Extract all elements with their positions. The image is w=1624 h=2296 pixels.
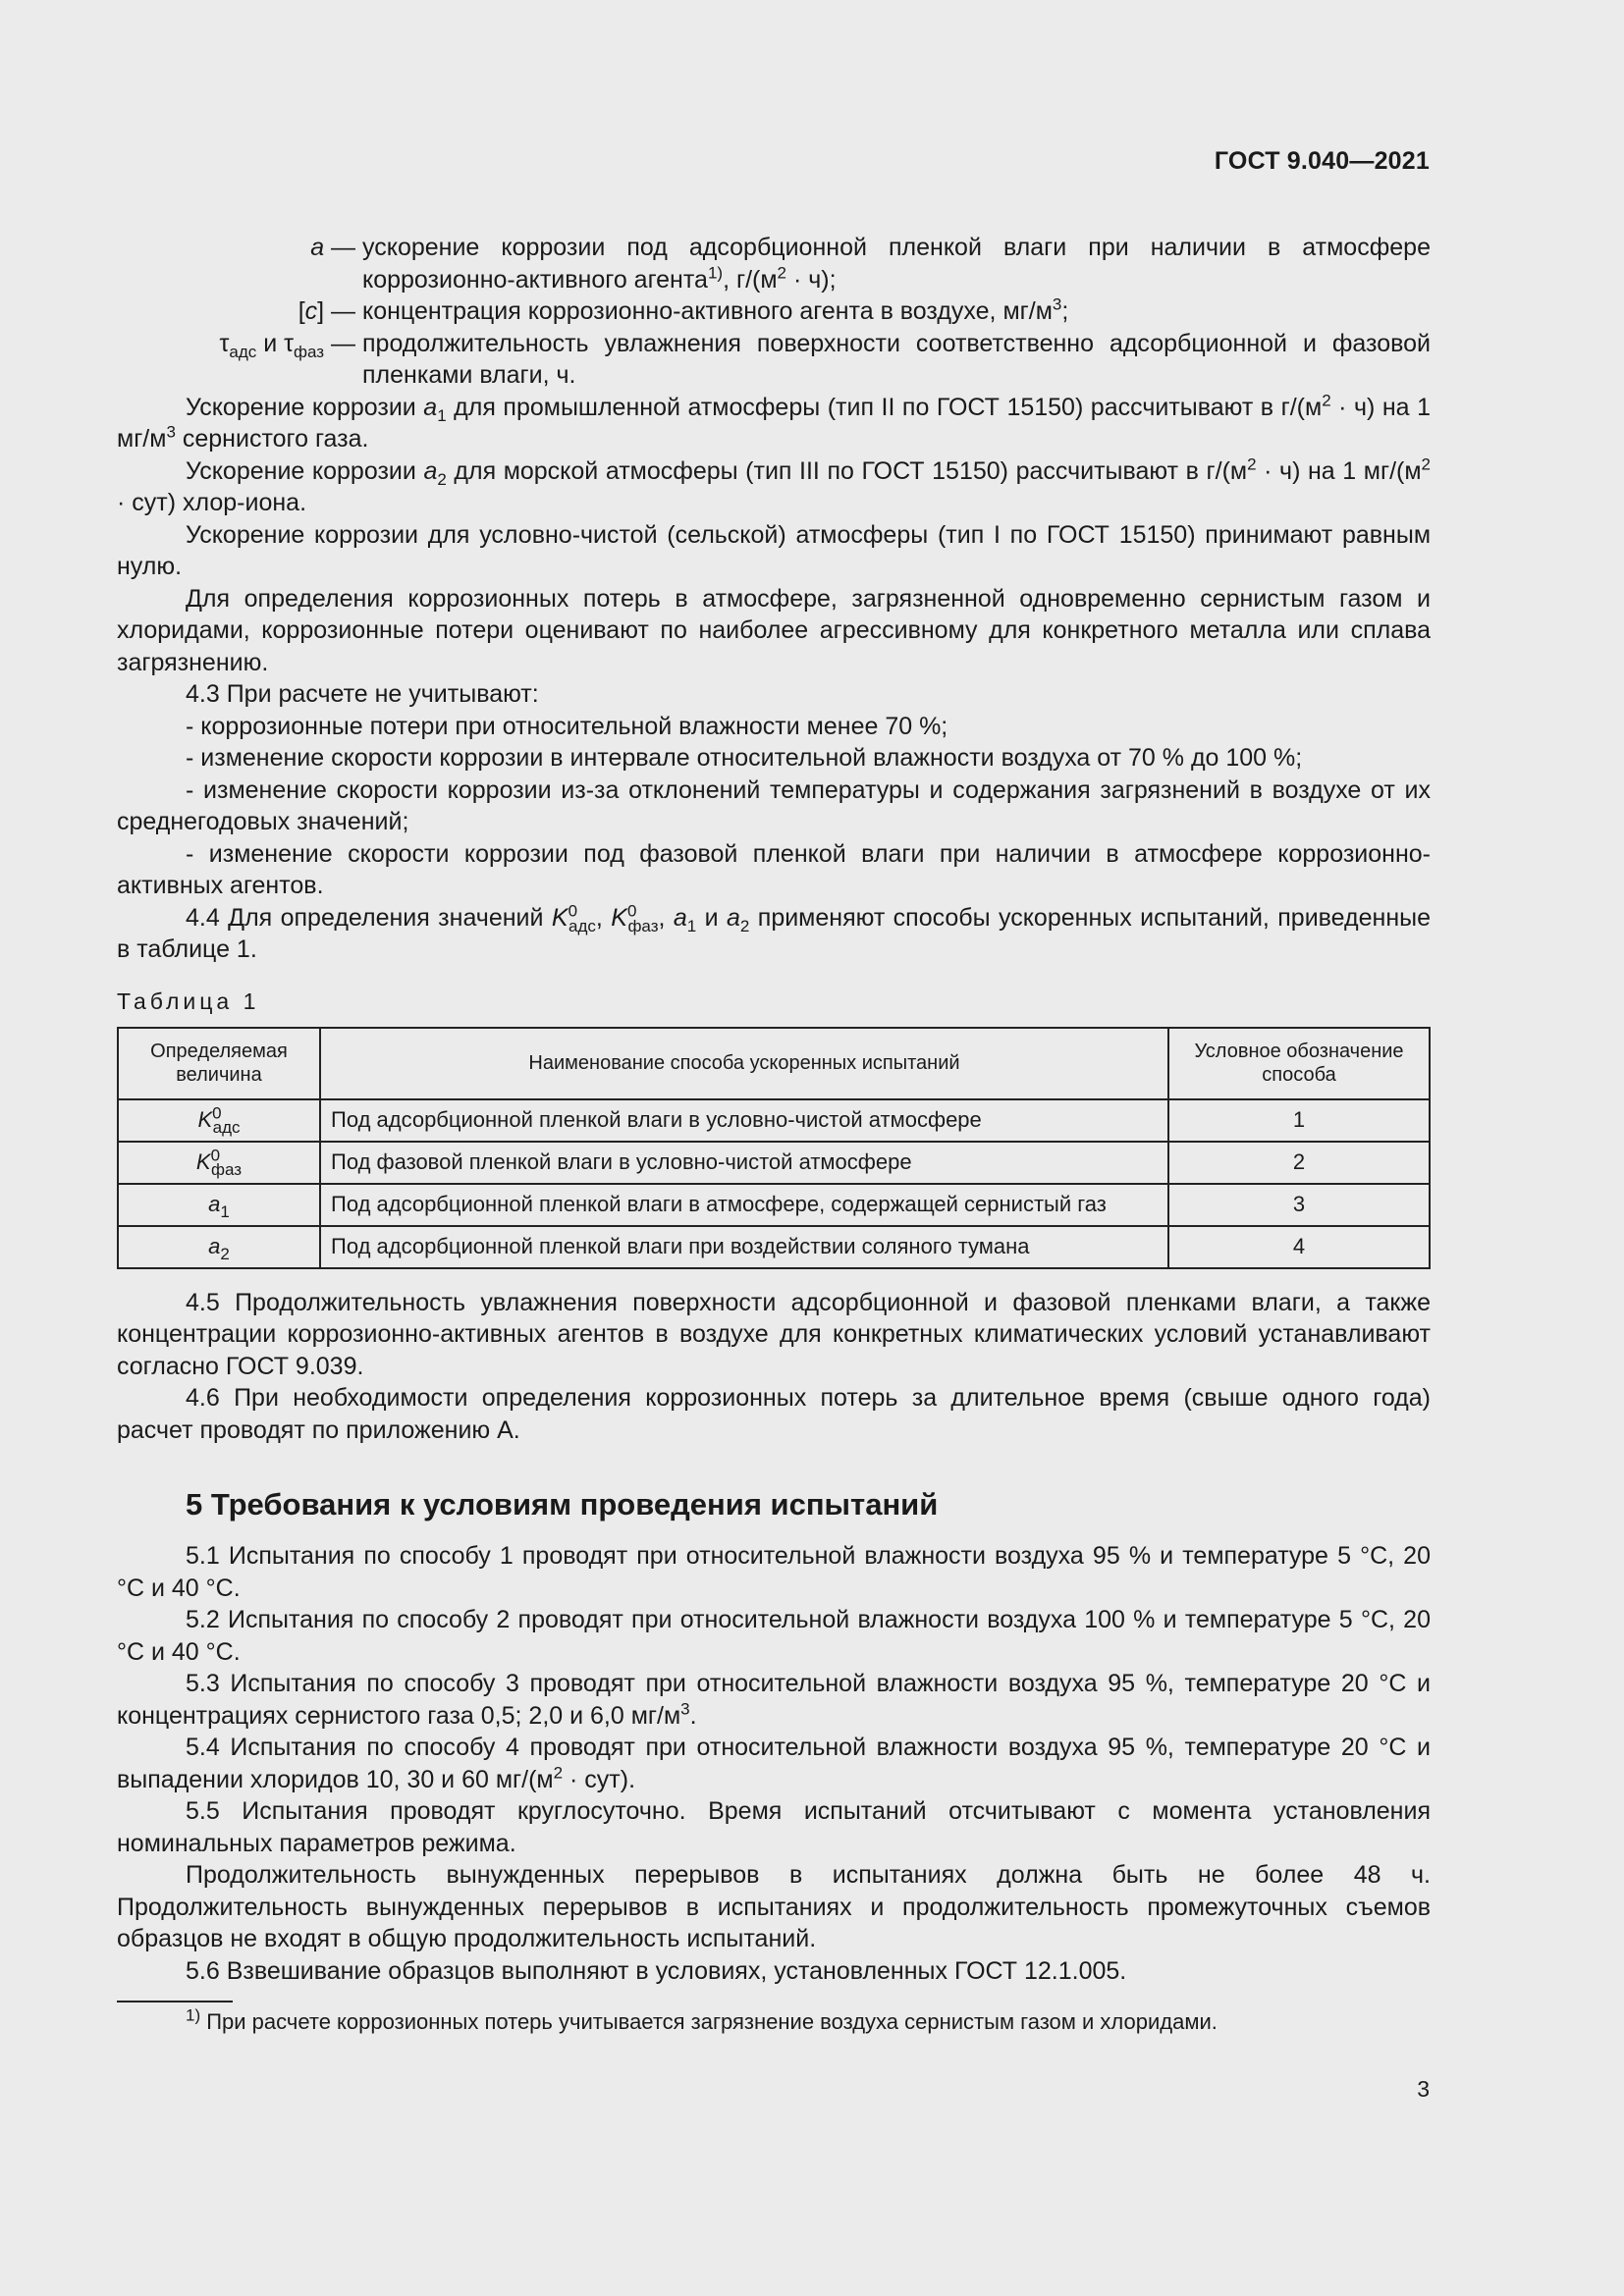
paragraph: Продолжительность вынужденных перерывов в испытаниях должна быть не более 48 ч. Продолжительность вынужденных перерывов в испытаниях и продолжительность промежуточных съемов образцов не входят в общую продолжительность испытаний. <box>117 1861 1431 1952</box>
table-row <box>118 1142 1430 1184</box>
definition-row: a — ускорение коррозии под адсорбционной пленкой влаги при наличии в атмосфере коррозионно-активного агента$^{1)}$, $г/(м^2 \cdot ч)$; <box>310 234 1431 294</box>
column-header: Наименование способа ускоренных испытаний <box>320 1028 1168 1099</box>
paragraph: 5.5 Испытания проводят круглосуточно. Время испытаний отсчитывают с момента установления номинальных параметров режима. <box>117 1797 1431 1857</box>
paragraph: Для определения коррозионных потерь в атмосфере, загрязненной одновременно сернистым газом и хлоридами, коррозионные потери оценивают по наиболее агрессивному для конкретного металла или сплава загрязнению. <box>117 584 1431 676</box>
paragraph: 5.6 Взвешивание образцов выполняют в условиях, установленных ГОСТ 12.1.005. <box>186 1956 1127 1985</box>
quantity-cell: $a_1$ <box>118 1184 320 1226</box>
definition-row: [c] — концентрация коррозионно-активного агента в воздухе, $мг/м^3$; <box>298 294 1069 325</box>
footnote-ref: 1) <box>707 263 724 283</box>
method-code-cell: 3 <box>1168 1184 1430 1226</box>
method-code-cell: 2 <box>1168 1142 1430 1184</box>
paragraph: Ускорение коррозии для условно-чистой (сельской) атмосферы (тип I по ГОСТ 15150) принимают равным нулю. <box>117 520 1431 580</box>
document-code: ГОСТ 9.040—2021 <box>1214 147 1430 175</box>
method-name-cell: Под адсорбционной пленкой влаги в атмосфере, содержащей сернистый газ <box>320 1184 1168 1226</box>
def-term: a <box>310 234 325 261</box>
column-header: Определяемая величина <box>118 1028 320 1099</box>
paragraph: 4.3 При расчете не учитывают: <box>186 680 539 708</box>
paragraph: 5.1 Испытания по способу 1 проводят при относительной влажности воздуха 95 % и температуре 5 °С, 20 °С и 40 °С. <box>117 1542 1431 1602</box>
table-header-row <box>118 1028 1430 1099</box>
paragraph: 4.6 При необходимости определения коррозионных потерь за длительное время (свыше одного года) расчет проводят по приложению А. <box>117 1384 1431 1444</box>
paragraph: 5.3 Испытания по способу 3 проводят при относительной влажности воздуха 95 %, температуре 20 °С и концентрациях сернистого газа 0,5; 2,0 и 6,0 $мг/м^3$. <box>117 1670 1431 1730</box>
footnote: $^{1)}$ При расчете коррозионных потерь учитывается загрязнение воздуха сернистым газом и хлоридами. <box>186 2005 1218 2034</box>
list-item: - изменение скорости коррозии из-за отклонений температуры и содержания загрязнений в воздухе от их среднегодовых значений; <box>117 775 1431 835</box>
page-number: 3 <box>1417 2076 1430 2102</box>
method-name-cell: Под адсорбционной пленкой влаги при воздействии соляного тумана <box>320 1226 1168 1268</box>
method-name-cell: Под адсорбционной пленкой влаги в условно-чистой атмосфере <box>320 1099 1168 1142</box>
paragraph: 4.5 Продолжительность увлажнения поверхности адсорбционной и фазовой пленками влаги, а также концентрации коррозионно-активных агентов в воздухе для конкретных климатических условий устанавливают согласно ГОСТ 9.039. <box>117 1288 1431 1380</box>
quantity-cell: $K^0_{фаз}$ <box>118 1142 320 1184</box>
methods-table <box>117 1027 1431 1269</box>
paragraph: 5.4 Испытания по способу 4 проводят при относительной влажности воздуха 95 %, температуре 20 °С и выпадении хлоридов 10, 30 и 60 $мг/(м^2 \cdot сут)$. <box>117 1734 1431 1793</box>
paragraph: Ускорение коррозии $a_1$ для промышленной атмосферы (тип II по ГОСТ 15150) рассчитывают в $г/(м^2 \cdot ч)$ на 1 $мг/м^3$ сернистого газа. <box>117 391 1431 453</box>
list-item: - изменение скорости коррозии под фазовой пленкой влаги при наличии в атмосфере коррозионно-активных агентов. <box>117 839 1431 899</box>
table-caption: Таблица 1 <box>117 988 260 1014</box>
table-row <box>118 1099 1430 1142</box>
method-code-cell: 1 <box>1168 1099 1430 1142</box>
table-row <box>118 1226 1430 1268</box>
definitions-list <box>117 232 1431 392</box>
quantity-cell: $a_2$ <box>118 1226 320 1268</box>
paragraph: 5.2 Испытания по способу 2 проводят при относительной влажности воздуха 100 % и температуре 5 °С, 20 °С и 40 °С. <box>117 1606 1431 1666</box>
list-item: - коррозионные потери при относительной влажности менее 70 %; <box>186 712 948 740</box>
page-content <box>117 232 1431 2038</box>
paragraph: Ускорение коррозии $a_2$ для морской атмосферы (тип III по ГОСТ 15150) рассчитывают в $г/(м^2 \cdot ч)$ на 1 $мг/(м^2 \cdot сут)$ хлор-иона. <box>117 454 1431 516</box>
column-header: Условное обозначение способа <box>1168 1028 1430 1099</box>
table-row <box>118 1184 1430 1226</box>
paragraph: 4.4 Для определения значений $K^0_{адс}$, $K^0_{фаз}$, $a_1$ и $a_2$ применяют способы ускоренных испытаний, приведенные в таблице 1. <box>117 901 1431 963</box>
definition-row: $\tau_{адс}$ и $\tau_{фаз}$ — продолжительность увлажнения поверхности соответственно адсорбционной и фазовой пленками влаги, ч. <box>219 329 1431 389</box>
quantity-cell: $K^0_{адс}$ <box>118 1099 320 1142</box>
method-name-cell: Под фазовой пленкой влаги в условно-чистой атмосфере <box>320 1142 1168 1184</box>
method-code-cell: 4 <box>1168 1226 1430 1268</box>
section-title: 5 Требования к условиям проведения испытаний <box>186 1487 939 1522</box>
list-item: - изменение скорости коррозии в интервале относительной влажности воздуха от 70 % до 100 %; <box>186 744 1303 772</box>
